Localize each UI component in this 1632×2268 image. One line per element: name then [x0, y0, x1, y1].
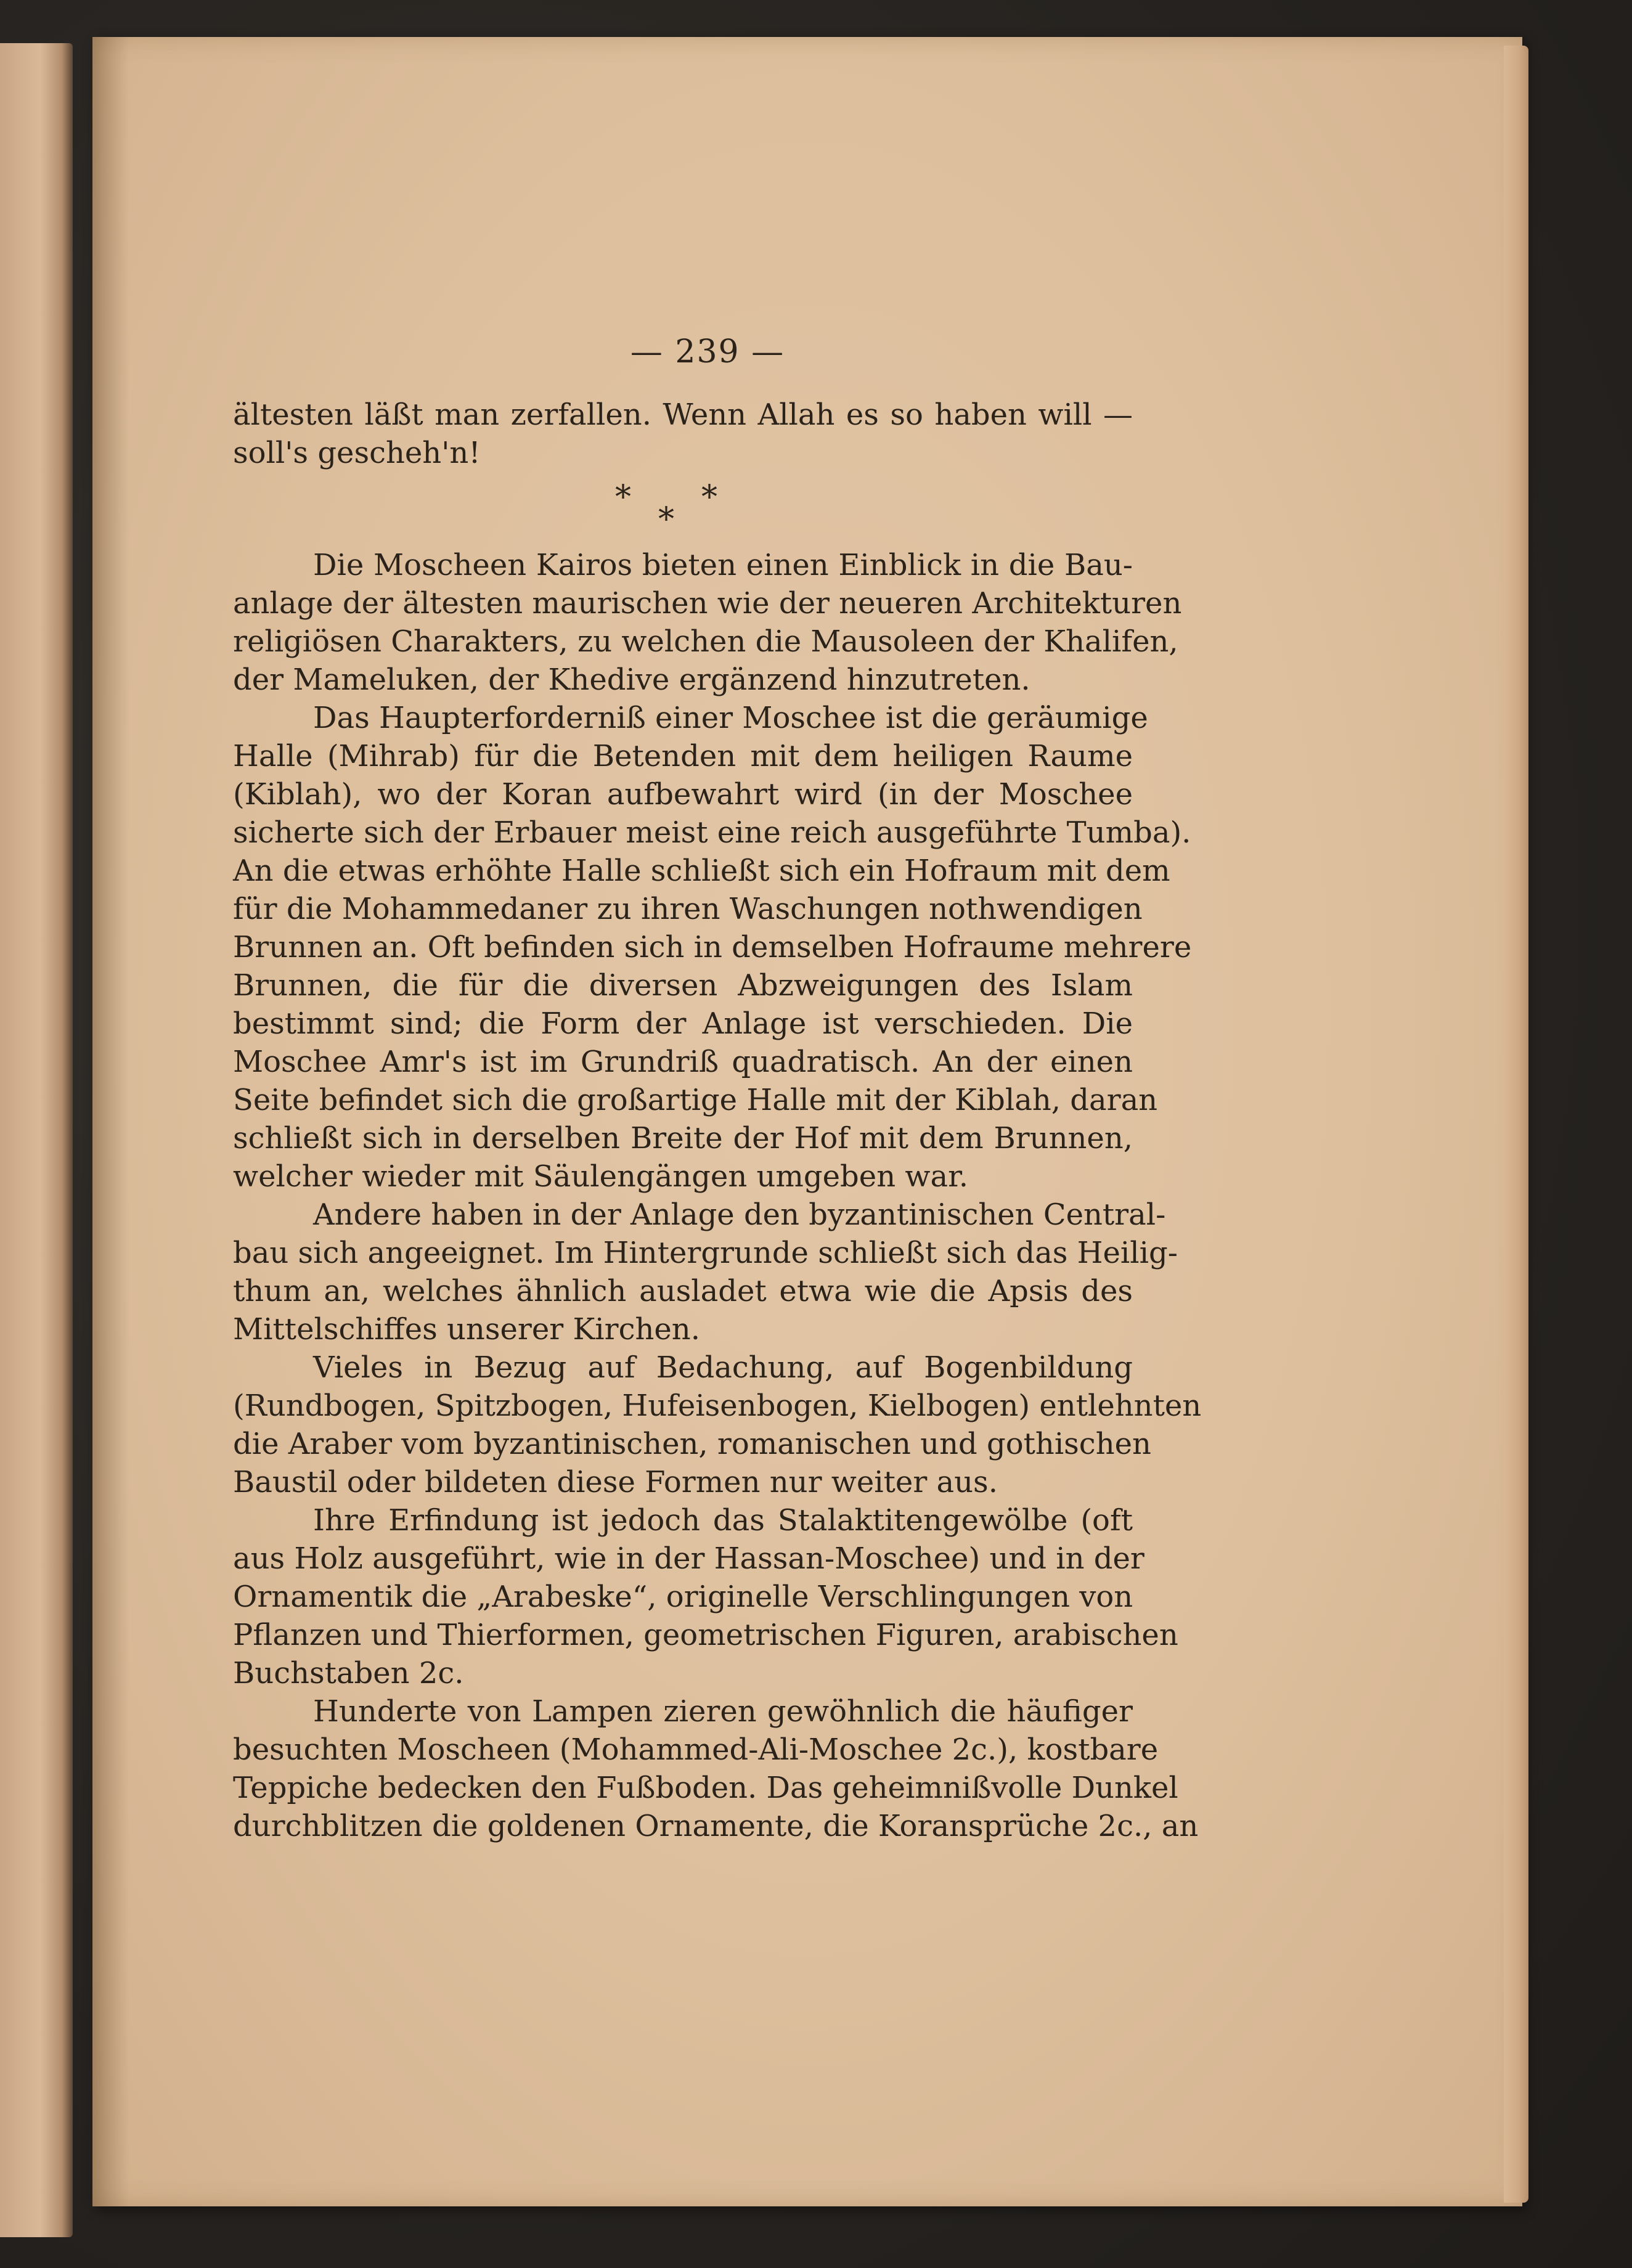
text-line: die Araber vom byzantinischen, romanischen und gothischen: [233, 1427, 1151, 1461]
text-line: Das Haupterforderniß einer Moschee ist die geräumige: [313, 701, 1148, 735]
asterisk: *: [615, 479, 631, 516]
page-text: [233, 333, 1202, 1845]
page-number: — 239 —: [630, 333, 785, 370]
opening-paragraph: [233, 396, 1133, 472]
text-line: religiösen Charakters, zu welchen die Mausoleen der Khalifen,: [233, 624, 1178, 659]
text-line: der Mameluken, der Khedive ergänzend hinzutreten.: [233, 663, 1030, 697]
text-line: Die Moscheen Kairos bieten einen Einblick in die Bau-: [313, 548, 1133, 582]
text-line: (Kiblah), wo der Koran aufbewahrt wird (in der Moschee: [233, 777, 1133, 812]
text-line: thum an, welches ähnlich ausladet etwa wie die Apsis des: [233, 1274, 1133, 1308]
text-line: An die etwas erhöhte Halle schließt sich ein Hofraum mit dem: [233, 854, 1170, 888]
text-line: schließt sich in derselben Breite der Hof mit dem Brunnen,: [233, 1121, 1133, 1156]
text-line: Andere haben in der Anlage den byzantinischen Central-: [313, 1197, 1166, 1232]
asterisk: *: [658, 501, 674, 538]
text-line: durchblitzen die goldenen Ornamente, die Koransprüche 2c., an: [233, 1809, 1199, 1843]
paragraph: [233, 699, 1192, 1196]
text-line: ältesten läßt man zerfallen. Wenn Allah es so haben will —: [233, 398, 1133, 432]
text-line: Pflanzen und Thierformen, geometrischen Figuren, arabischen: [233, 1618, 1178, 1652]
text-line: besuchten Moscheen (Mohammed-Ali-Moschee 2c.), kostbare: [233, 1732, 1159, 1767]
previous-page-edge: [0, 43, 73, 2237]
text-line: soll's gescheh'n!: [233, 436, 481, 470]
text-line: Halle (Mihrab) für die Betenden mit dem heiligen Raume: [233, 739, 1133, 773]
text-line: für die Mohammedaner zu ihren Waschungen nothwendigen: [233, 892, 1143, 926]
text-line: Teppiche bedecken den Fußboden. Das geheimnißvolle Dunkel: [233, 1771, 1178, 1805]
paragraph: [233, 1692, 1199, 1845]
text-line: Ihre Erfindung ist jedoch das Stalaktitengewölbe (oft: [313, 1503, 1133, 1538]
paragraph: [233, 546, 1182, 699]
paragraph: [233, 1348, 1202, 1501]
text-line: Moschee Amr's ist im Grundriß quadratisch. An der einen: [233, 1045, 1133, 1079]
paragraph: [233, 1501, 1178, 1692]
text-line: (Rundbogen, Spitzbogen, Hufeisenbogen, Kielbogen) entlehnten: [233, 1389, 1202, 1423]
paragraph: [233, 1196, 1178, 1348]
page-stack-edge: [1504, 46, 1528, 2203]
text-line: sicherte sich der Erbauer meist eine reich ausgeführte Tumba).: [233, 815, 1191, 850]
gutter-shadow: [92, 37, 129, 2206]
text-line: Mittelschiffes unserer Kirchen.: [233, 1312, 700, 1347]
text-line: Hunderte von Lampen zieren gewöhnlich die häufiger: [313, 1694, 1133, 1729]
text-line: welcher wieder mit Säulengängen umgeben war.: [233, 1159, 968, 1194]
text-line: Ornamentik die „Arabeske“, originelle Verschlingungen von: [233, 1580, 1133, 1614]
text-line: Brunnen, die für die diversen Abzweigungen des Islam: [233, 968, 1133, 1003]
text-line: Brunnen an. Oft befinden sich in demselben Hofraume mehrere: [233, 930, 1192, 965]
text-line: Seite befindet sich die großartige Halle mit der Kiblah, daran: [233, 1083, 1158, 1117]
text-line: bau sich angeeignet. Im Hintergrunde schließt sich das Heilig-: [233, 1236, 1178, 1270]
text-line: aus Holz ausgeführt, wie in der Hassan-Moschee) und in der: [233, 1541, 1144, 1576]
text-line: Baustil oder bildeten diese Formen nur weiter aus.: [233, 1465, 998, 1499]
asterisk: *: [701, 479, 717, 516]
text-line: Vieles in Bezug auf Bedachung, auf Bogenbildung: [313, 1350, 1133, 1385]
text-line: Buchstaben 2c.: [233, 1656, 464, 1691]
section-separator: [233, 478, 1133, 546]
text-line: anlage der ältesten maurischen wie der neueren Architekturen: [233, 586, 1182, 621]
text-line: bestimmt sind; die Form der Anlage ist verschieden. Die: [233, 1006, 1133, 1041]
